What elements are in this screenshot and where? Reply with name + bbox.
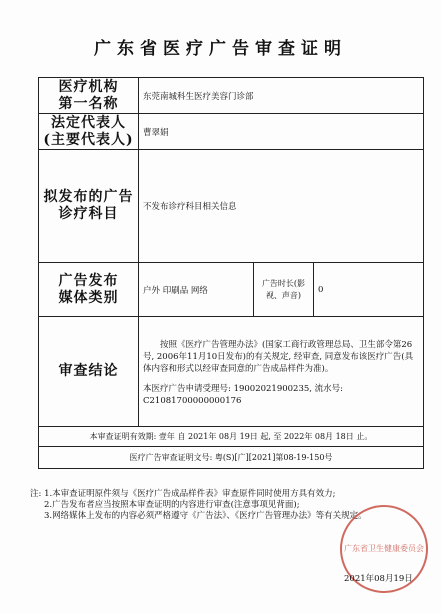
- certificate-number: 医疗广告审查证明文号: 粤(S)[广][2021]第08-19-150号: [39, 447, 424, 469]
- institution-label: 医疗机构 第一名称: [39, 78, 139, 114]
- duration-label: 广告时长(影视、声音): [254, 263, 314, 317]
- validity-period: 本审查证明有效期: 壹年 自 2021年 08月 19日 起, 至 2022年 08月 18日 止。: [39, 427, 424, 447]
- note-item: 注: 1.本审查证明原件须与《医疗广告成品样件表》审查原件同时使用方具有效力;: [30, 489, 336, 499]
- legal-value: 曹翠娟: [139, 114, 424, 150]
- institution-value: 东莞南城科生医疗美容门诊部: [139, 78, 424, 114]
- subject-value: 不发布诊疗科目相关信息: [139, 150, 424, 263]
- media-label: 广告发布 媒体类别: [39, 263, 139, 317]
- conclusion-cell: [139, 317, 424, 427]
- conclusion-text: 按照《医疗广告管理办法》(国家工商行政管理总局、卫生部令第26号, 2006年11月10日发布)的有关规定, 经审查, 同意发布该医疗广告(具体内容和形式以经审查同意的广告成品样件为准)。: [143, 339, 414, 374]
- duration-value: 0: [314, 263, 424, 317]
- subject-label: 拟发布的广告 诊疗科目: [39, 150, 139, 263]
- stamp-date: 2021年08月19日: [344, 574, 413, 584]
- certificate-table: [38, 77, 424, 469]
- media-value: 户外 印刷品 网络: [139, 263, 254, 317]
- official-seal: 广东省卫生健康委员会: [340, 505, 428, 593]
- legal-label: 法定代表人 (主要代表人): [39, 114, 139, 150]
- note-item: 2.广告发布者应当按照本审查证明的内容进行审查(注意事项见背面);: [44, 500, 300, 510]
- note-item: 3.网络媒体上发布的内容必须严格遵守《广告法》、《医疗广告管理办法》等有关规定。: [44, 511, 367, 521]
- page-title: 广东省医疗广告审查证明: [94, 39, 347, 59]
- conclusion-label: 审查结论: [39, 317, 139, 427]
- application-number: 本医疗广告申请受理号: 19002021900235, 流水号: C21081700000000176: [143, 383, 344, 406]
